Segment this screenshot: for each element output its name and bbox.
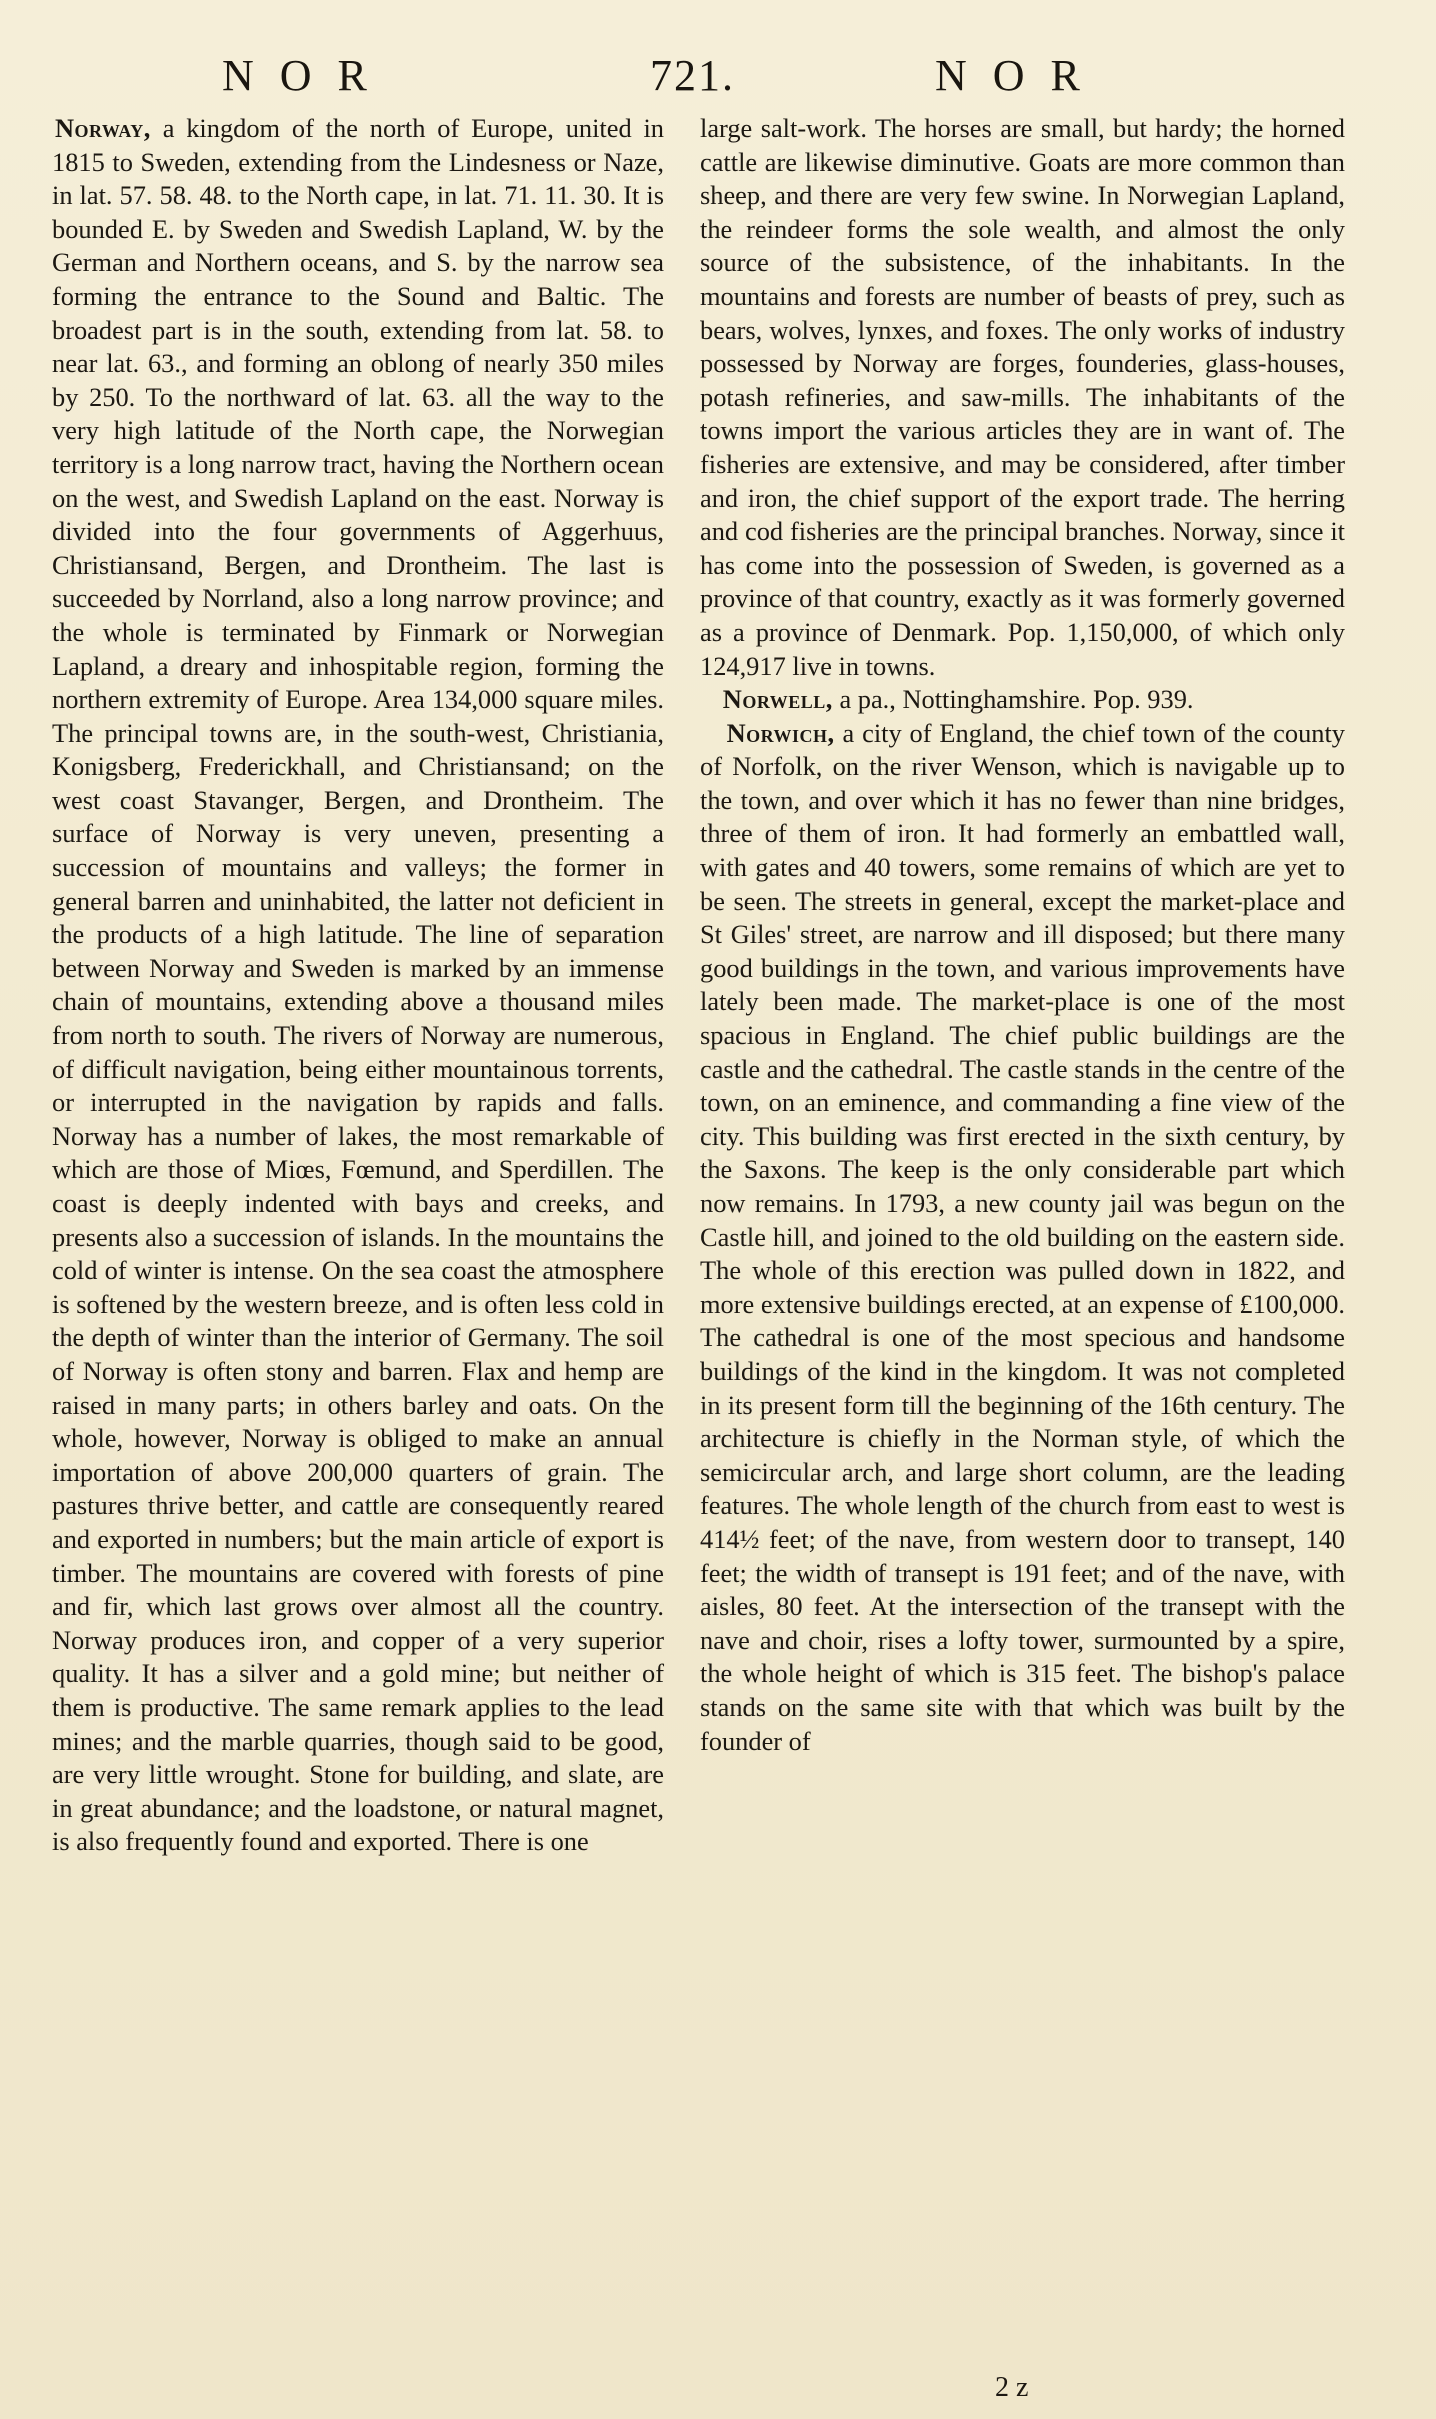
entry-norway: [52, 112, 664, 1859]
running-header: [0, 50, 1436, 110]
entry-norwich: [700, 717, 1345, 1758]
entry-text: a city of England, the chief town of the county of Norfolk, on the river Wenson, which is navigable up to the town, and over which it has no fewer than nine bridges, three of them of iron. It had formerly an embattled wall, with gates and 40 towers, some remains of which are yet to be seen. The streets in general, except the market-place and St Giles' street, are narrow and ill disposed; but there many good buildings in the town, and various improvements have lately been made. The market-place is one of the most spacious in England. The chief public buildings are the castle and the cathedral. The castle stands in the centre of the town, on an eminence, and commanding a fine view of the city. This building was first erected in the sixth century, by the Saxons. The keep is the only considerable part which now remains. In 1793, a new county jail was begun on the Castle hill, and joined to the old building on the eastern side. The whole of this erection was pulled down in 1822, and more extensive buildings erected, at an expense of £100,000. The cathedral is one of the most specious and handsome buildings of the kind in the kingdom. It was not completed in its present form till the beginning of the 16th century. The architecture is chiefly in the Norman style, of which the semicircular arch, and large short column, are the leading features. The whole length of the church from east to west is 414½ feet; of the nave, from western door to transept, 140 feet; the width of transept is 191 feet; and of the nave, with aisles, 80 feet. At the intersection of the transept with the nave and choir, rises a lofty tower, surmounted by a spire, the whole height of which is 315 feet. The bishop's palace stands on the same site with that which was built by the founder of: [700, 717, 1345, 1756]
header-left-keyword: NOR: [222, 51, 393, 100]
left-column: [52, 112, 664, 1859]
entry-text: a pa., Nottinghamshire. Pop. 939.: [839, 684, 1194, 715]
signature-mark: 2 z: [995, 2372, 1029, 2403]
entry-text: a kingdom of the north of Europe, united in 1815 to Sweden, extending from the Lindesness or Naze, in lat. 57. 58. 48. to the North cape, in lat. 71. 11. 30. It is bounded E. by Sweden and Swedish Lapland, W. by the German and Northern oceans, and S. by the narrow sea forming the entrance to the Sound and Baltic. The broadest part is in the south, extending from lat. 58. to near lat. 63., and forming an oblong of nearly 350 miles by 250. To the northward of lat. 63. all the way to the very high latitude of the North cape, the Norwegian territory is a long narrow tract, having the Northern ocean on the west, and Swedish Lapland on the east. Norway is divided into the four governments of Aggerhuus, Christiansand, Bergen, and Drontheim. The last is succeeded by Norrland, also a long narrow province; and the whole is terminated by Finmark or Norwegian Lapland, a dreary and inhospitable region, forming the northern extremity of Europe. Area 134,000 square miles. The principal towns are, in the south-west, Christiania, Konigsberg, Frederickhall, and Christiansand; on the west coast Stavanger, Bergen, and Drontheim. The surface of Norway is very uneven, presenting a succession of mountains and valleys; the former in general barren and uninhabited, the latter not deficient in the products of a high latitude. The line of separation between Norway and Sweden is marked by an immense chain of mountains, extending above a thousand miles from north to south. The rivers of Norway are numerous, of difficult navigation, being either mountainous torrents, or interrupted in the navigation by rapids and falls. Norway has a number of lakes, the most remarkable of which are those of Miœs, Fœmund, and Sperdillen. The coast is deeply indented with bays and creeks, and presents also a succession of islands. In the mountains the cold of winter is intense. On the sea coast the atmosphere is softened by the western breeze, and is often less cold in the depth of winter than the interior of Germany. The soil of Norway is often stony and barren. Flax and hemp are raised in many parts; in others barley and oats. On the whole, however, Norway is obliged to make an annual importation of above 200,000 quarters of grain. The pastures thrive better, and cattle are consequently reared and exported in numbers; but the main article of export is timber. The mountains are covered with forests of pine and fir, which last grows over almost all the country. Norway produces iron, and copper of a very superior quality. It has a silver and a gold mine; but neither of them is productive. The same remark applies to the lead mines; and the marble quarries, though said to be good, are very little wrought. Stone for building, and slate, are in great abundance; and the loadstone, or natural magnet, is also frequently found and exported. There is one: [52, 113, 664, 1857]
right-column: [700, 112, 1345, 1758]
header-right-keyword: NOR: [935, 51, 1106, 100]
entry-headword: Norway,: [55, 113, 151, 143]
entry-norway-continued: large salt-work. The horses are small, but hardy; the horned cattle are likewise diminutive. Goats are more common than sheep, and there are very few swine. In Norwegian Lapland, the reindeer forms the sole wealth, and almost the only source of the subsistence, of the inhabitants. In the mountains and forests are number of beasts of prey, such as bears, wolves, lynxes, and foxes. The only works of industry possessed by Norway are forges, founderies, glass-houses, potash refineries, and saw-mills. The inhabitants of the towns import the various articles they are in want of. The fisheries are extensive, and may be considered, after timber and iron, the chief support of the export trade. The herring and cod fisheries are the principal branches. Norway, since it has come into the possession of Sweden, is governed as a province of that country, exactly as it was formerly governed as a province of Denmark. Pop. 1,150,000, of which only 124,917 live in towns.: [700, 113, 1345, 681]
entry-norwell: [700, 683, 1345, 717]
entry-headword: Norwich,: [726, 717, 835, 748]
entry-headword: Norwell,: [722, 684, 833, 715]
page-number: 721.: [650, 51, 735, 100]
